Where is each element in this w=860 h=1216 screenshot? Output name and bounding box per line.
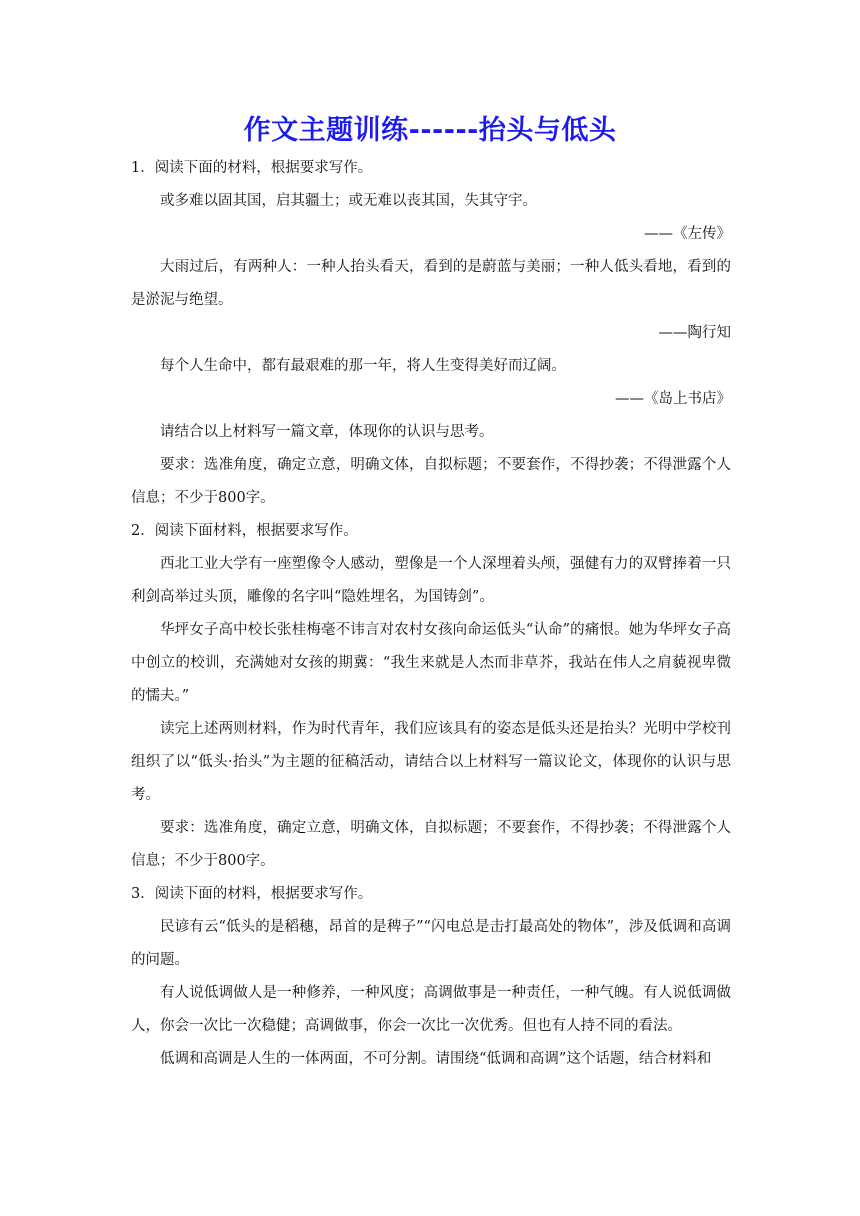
q2-material-1: 西北工业大学有一座塑像令人感动，塑像是一个人深埋着头颅，强健有力的双臂捧着一只利剑高举过头顶，雕像的名字叫“隐姓埋名，为国铸剑”。 xyxy=(131,556,731,605)
q2-material-2: 华坪女子高中校长张桂梅毫不讳言对农村女孩向命运低头“认命”的痛恨。她为华坪女子高中创立的校训，充满她对女孩的期冀：“我生来就是人杰而非草芥，我站在伟人之肩藐视卑微的懦夫。” xyxy=(131,622,731,704)
q1-requirements: 要求：选准角度，确定立意，明确文体，自拟标题；不要套作，不得抄袭；不得泄露个人信息；不少于800字。 xyxy=(131,457,731,506)
q2-requirements: 要求：选准角度，确定立意，明确文体，自拟标题；不要套作，不得抄袭；不得泄露个人信息；不少于800字。 xyxy=(131,820,731,869)
q1-material-3-source: ——《岛上书店》 xyxy=(615,391,731,407)
q1-task: 请结合以上材料写一篇文章，体现你的认识与思考。 xyxy=(160,424,494,440)
q1-material-1: 或多难以固其国，启其疆土；或无难以丧其国，失其守宇。 xyxy=(160,193,537,209)
q3-material-1: 民谚有云“低头的是稻穗，昂首的是稗子”“闪电总是击打最高处的物体”，涉及低调和高调的问题。 xyxy=(131,919,731,968)
q2-task: 读完上述两则材料，作为时代青年，我们应该具有的姿态是低头还是抬头？光明中学校刊组织了以“低头·抬头”为主题的征稿活动，请结合以上材料写一篇议论文，体现你的认识与思考。 xyxy=(131,721,731,803)
question-1-prompt: 1．阅读下面的材料，根据要求写作。 xyxy=(131,160,373,176)
document-title: 作文主题训练------抬头与低头 xyxy=(243,115,617,146)
q3-material-2: 有人说低调做人是一种修养，一种风度；高调做事是一种责任，一种气魄。有人说低调做人，你会一次比一次稳健；高调做事，你会一次比一次优秀。但也有人持不同的看法。 xyxy=(131,985,731,1034)
document-body xyxy=(131,152,731,1076)
question-3-prompt: 3．阅读下面的材料，根据要求写作。 xyxy=(131,886,373,902)
q1-material-1-source: ——《左传》 xyxy=(644,226,731,242)
q1-material-2: 大雨过后，有两种人：一种人抬头看天，看到的是蔚蓝与美丽；一种人低头看地，看到的是淤泥与绝望。 xyxy=(131,259,731,308)
q1-material-3: 每个人生命中，都有最艰难的那一年，将人生变得美好而辽阔。 xyxy=(160,358,566,374)
question-2-prompt: 2．阅读下面材料，根据要求写作。 xyxy=(131,523,358,539)
q3-task: 低调和高调是人生的一体两面，不可分割。请围绕“低调和高调”这个话题，结合材料和 xyxy=(160,1051,712,1067)
q1-material-2-source: ——陶行知 xyxy=(658,325,731,341)
